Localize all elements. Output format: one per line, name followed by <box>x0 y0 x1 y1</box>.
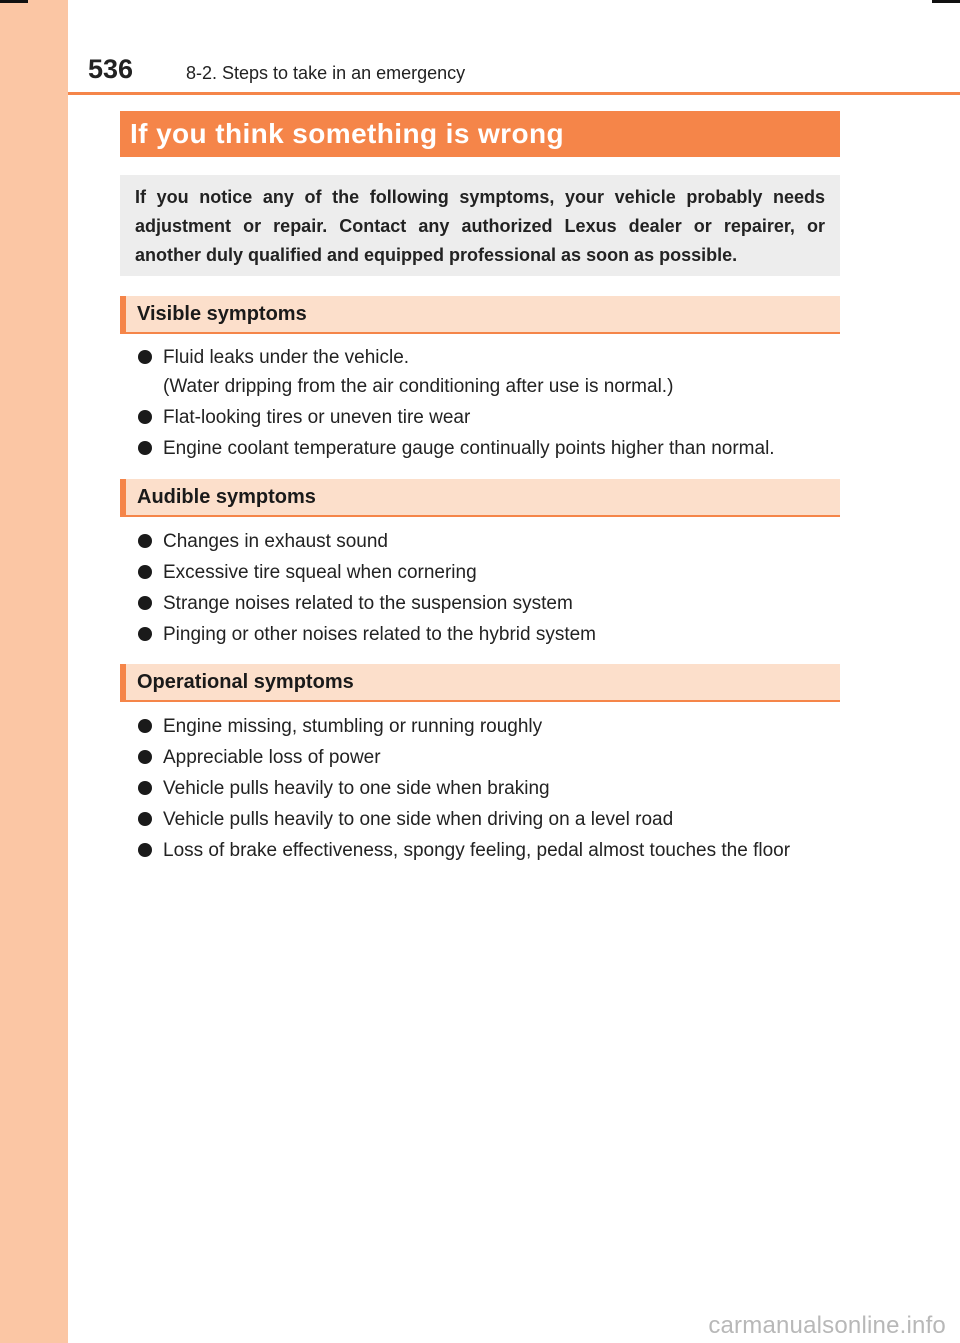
audible-symptoms-label: Audible symptoms <box>137 485 316 508</box>
list-item-text: Excessive tire squeal when cornering <box>163 562 477 583</box>
list-item-text: Flat-looking tires or uneven tire wear <box>163 407 471 428</box>
side-tab-strip <box>0 0 68 1343</box>
operational-symptoms-label: Operational symptoms <box>137 670 354 693</box>
list-item <box>138 620 840 649</box>
intro-text: If you notice any of the following symptoms, your vehicle probably needs adjustment or repair. Contact any authorized Lexus dealer or repairer, or another duly qualified and equipped professional as soon as possible. <box>135 187 825 265</box>
crop-mark-right <box>932 0 960 3</box>
bullet-icon <box>138 719 152 733</box>
list-item <box>138 774 840 803</box>
list-item <box>138 403 840 432</box>
list-item <box>138 836 840 865</box>
bullet-icon <box>138 843 152 857</box>
list-item-text: Fluid leaks under the vehicle. <box>163 347 410 368</box>
visible-symptoms-heading <box>120 296 840 334</box>
list-item-note: (Water dripping from the air conditioning after use is normal.) <box>163 376 674 397</box>
list-item <box>138 743 840 772</box>
crop-mark-left <box>0 0 28 3</box>
list-item <box>138 343 840 401</box>
page-title-bar <box>120 111 840 157</box>
bullet-icon <box>138 627 152 641</box>
list-item <box>138 558 840 587</box>
intro-box <box>120 175 840 276</box>
list-item-text: Vehicle pulls heavily to one side when braking <box>163 778 550 799</box>
list-item <box>138 589 840 618</box>
list-item <box>138 805 840 834</box>
list-item-text: Pinging or other noises related to the hybrid system <box>163 624 597 645</box>
visible-symptoms-label: Visible symptoms <box>137 302 307 325</box>
list-item-text: Vehicle pulls heavily to one side when driving on a level road <box>163 809 674 830</box>
page-title: If you think something is wrong <box>130 118 564 149</box>
list-item <box>138 527 840 556</box>
visible-symptoms-list <box>138 343 840 465</box>
bullet-icon <box>138 534 152 548</box>
list-item-text: Loss of brake effectiveness, spongy feeling, pedal almost touches the floor <box>163 840 791 861</box>
list-item <box>138 434 840 463</box>
operational-symptoms-list <box>138 712 840 867</box>
bullet-icon <box>138 565 152 579</box>
bullet-icon <box>138 781 152 795</box>
bullet-icon <box>138 410 152 424</box>
list-item <box>138 712 840 741</box>
bullet-icon <box>138 441 152 455</box>
bullet-icon <box>138 812 152 826</box>
section-title: 8-2. Steps to take in an emergency <box>186 63 466 83</box>
page-number: 536 <box>88 54 134 84</box>
audible-symptoms-list <box>138 527 840 651</box>
footer-watermark: carmanualsonline.info <box>708 1312 946 1339</box>
list-item-text: Engine coolant temperature gauge continually points higher than normal. <box>163 438 775 459</box>
list-item-text: Appreciable loss of power <box>163 747 381 768</box>
bullet-icon <box>138 350 152 364</box>
list-item-text: Strange noises related to the suspension system <box>163 593 573 614</box>
header-rule <box>68 92 960 95</box>
audible-symptoms-heading <box>120 479 840 517</box>
list-item-text: Engine missing, stumbling or running roughly <box>163 716 543 737</box>
bullet-icon <box>138 750 152 764</box>
operational-symptoms-heading <box>120 664 840 702</box>
list-item-text: Changes in exhaust sound <box>163 531 388 552</box>
bullet-icon <box>138 596 152 610</box>
